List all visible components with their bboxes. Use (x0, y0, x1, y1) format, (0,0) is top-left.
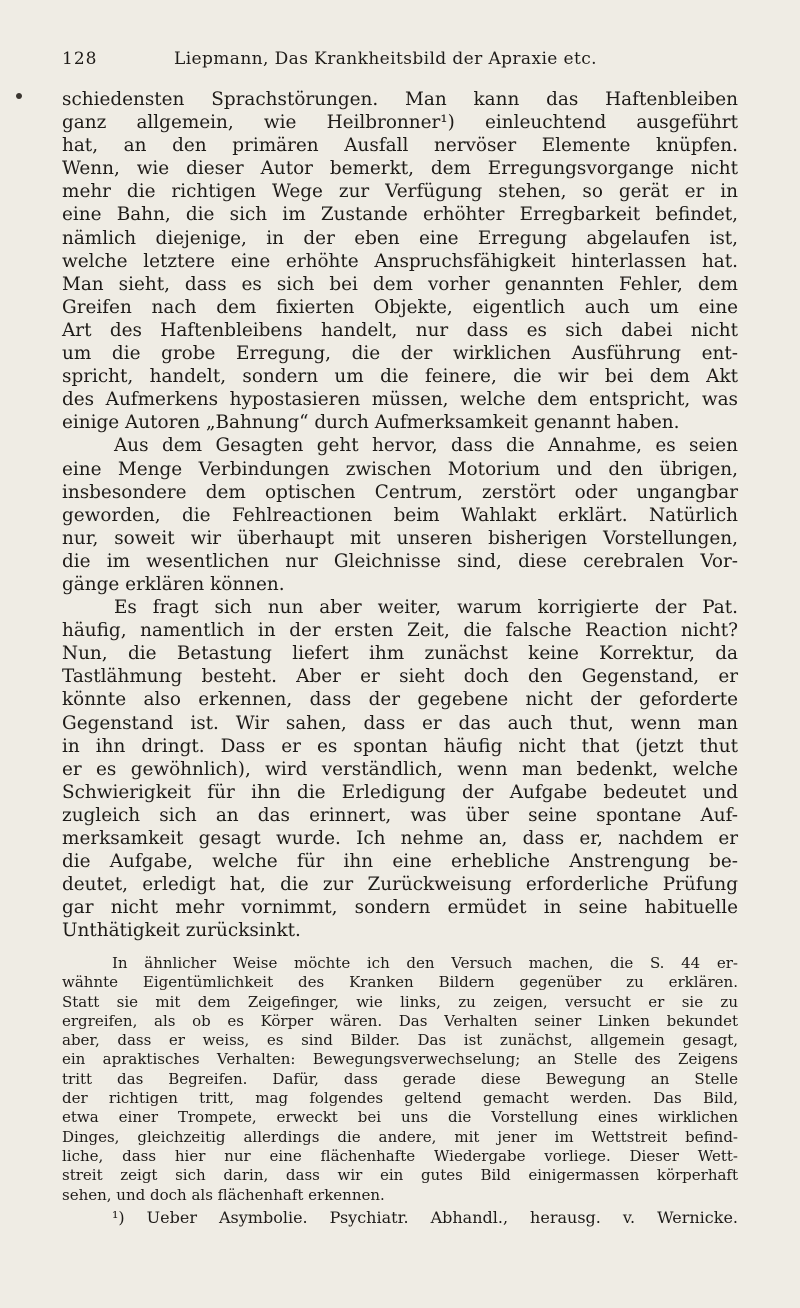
text-line: Man sieht, dass es sich bei dem vorher genannten Fehler, dem (62, 273, 738, 295)
margin-mark (16, 93, 22, 99)
page-number: 128 (62, 49, 98, 69)
small-print-paragraph (62, 954, 738, 1205)
text-line: Schwierigkeit für ihn die Erledigung der Aufgabe bedeutet und (62, 781, 738, 803)
text-line: eine Bahn, die sich im Zustande erhöhter Erregbarkeit befindet, (62, 204, 738, 226)
small-text-line: liche, dass hier nur eine flächenhafte Wiedergabe vorliege. Dieser Wett- (62, 1146, 738, 1165)
text-line: insbesondere dem optischen Centrum, zerstört oder ungangbar (62, 481, 738, 503)
text-line: Aus dem Gesagten geht hervor, dass die Annahme, es seien (114, 435, 738, 457)
text-line: deutet, erledigt hat, die zur Zurückweisung erforderliche Prüfung (62, 874, 738, 896)
text-line: des Aufmerkens hypostasieren müssen, welche dem entspricht, was (62, 389, 738, 411)
small-text-line: etwa einer Trompete, erweckt bei uns die Vorstellung eines wirklichen (62, 1108, 738, 1127)
small-text-line: wähnte Eigentümlichkeit des Kranken Bildern gegenüber zu erklären. (62, 973, 738, 992)
small-text-line: In ähnlicher Weise möchte ich den Versuch machen, die S. 44 er- (112, 954, 738, 972)
text-line: Gegenstand ist. Wir sahen, dass er das auch thut, wenn man (62, 712, 738, 734)
text-line: mehr die richtigen Wege zur Verfügung stehen, so gerät er in (62, 181, 738, 203)
text-line: hat, an den primären Ausfall nervöser Elemente knüpfen. (62, 135, 738, 157)
text-line: ganz allgemein, wie Heilbronner¹) einleuchtend ausgeführt (62, 112, 738, 134)
text-line: nämlich diejenige, in der eben eine Erregung abgelaufen ist, (62, 227, 738, 249)
text-line: einige Autoren „Bahnung“ durch Aufmerksamkeit genannt haben. (62, 412, 680, 434)
text-line: die im wesentlichen nur Gleichnisse sind, diese cerebralen Vor- (62, 550, 738, 572)
text-line: gänge erklären können. (62, 573, 285, 595)
text-line: die Aufgabe, welche für ihn eine erhebliche Anstrengung be- (62, 851, 738, 873)
text-line: zugleich sich an das erinnert, was über seine spontane Auf- (62, 804, 738, 826)
small-text-line: streit zeigt sich darin, dass wir ein gutes Bild einigermassen körperhaft (62, 1166, 738, 1185)
text-line: geworden, die Fehlreactionen beim Wahlakt erklärt. Natürlich (62, 504, 738, 526)
footnote: ¹) Ueber Asymbolie. Psychiatr. Abhandl., herausg. v. Wernicke. (112, 1208, 738, 1227)
text-line: nur, soweit wir überhaupt mit unseren bisherigen Vorstellungen, (62, 527, 738, 549)
text-line: Greifen nach dem fixierten Objekte, eigentlich auch um eine (62, 296, 738, 318)
small-text-line: Statt sie mit dem Zeigefinger, wie links, zu zeigen, versucht er sie zu (62, 992, 738, 1011)
small-text-line: Dinges, gleichzeitig allerdings die andere, mit jener im Wettstreit befind- (62, 1127, 738, 1146)
text-line: in ihn dringt. Dass er es spontan häufig nicht that (jetzt thut (62, 735, 738, 757)
text-line: Es fragt sich nun aber weiter, warum korrigierte der Pat. (114, 597, 738, 619)
small-text-line: tritt das Begreifen. Dafür, dass gerade diese Bewegung an Stelle (62, 1069, 738, 1088)
text-line: um die grobe Erregung, die der wirklichen Ausführung ent- (62, 343, 738, 365)
text-line: Art des Haftenbleibens handelt, nur dass es sich dabei nicht (62, 319, 738, 341)
text-line: er es gewöhnlich), wird verständlich, wenn man bedenkt, welche (62, 758, 738, 780)
small-text-line: sehen, und doch als flächenhaft erkennen. (62, 1185, 385, 1204)
running-head: Liepmann, Das Krankheitsbild der Apraxie etc. (174, 49, 597, 69)
text-line: Wenn, wie dieser Autor bemerkt, dem Erregungsvorgange nicht (62, 158, 738, 180)
text-line: welche letztere eine erhöhte Anspruchsfähigkeit hinterlassen hat. (62, 250, 738, 272)
text-line: Nun, die Betastung liefert ihm zunächst keine Korrektur, da (62, 643, 738, 665)
small-text-line: der richtigen tritt, mag folgendes geltend gemacht werden. Das Bild, (62, 1089, 738, 1108)
text-line: eine Menge Verbindungen zwischen Motorium und den übrigen, (62, 458, 738, 480)
text-line: gar nicht mehr vornimmt, sondern ermüdet in seine habituelle (62, 897, 738, 919)
page-header (62, 44, 738, 74)
text-line: Tastlähmung besteht. Aber er sieht doch den Gegenstand, er (62, 666, 738, 688)
small-text-line: ein apraktisches Verhalten: Bewegungsverwechselung; an Stelle des Zeigens (62, 1050, 738, 1069)
text-line: merksamkeit gesagt wurde. Ich nehme an, dass er, nachdem er (62, 828, 738, 849)
text-line: Unthätigkeit zurücksinkt. (62, 920, 301, 942)
text-line: häufig, namentlich in der ersten Zeit, die falsche Reaction nicht? (62, 620, 738, 642)
text-line: könnte also erkennen, dass der gegebene nicht der geforderte (62, 689, 738, 711)
main-text (62, 88, 738, 942)
small-text-line: aber, dass er weiss, es sind Bilder. Das ist zunächst, allgemein gesagt, (62, 1031, 738, 1050)
small-text-line: ergreifen, als ob es Körper wären. Das Verhalten seiner Linken bekundet (62, 1011, 738, 1030)
text-line: spricht, handelt, sondern um die feinere, die wir bei dem Akt (62, 366, 738, 388)
text-line: schiedensten Sprachstörungen. Man kann das Haftenbleiben (62, 89, 738, 110)
